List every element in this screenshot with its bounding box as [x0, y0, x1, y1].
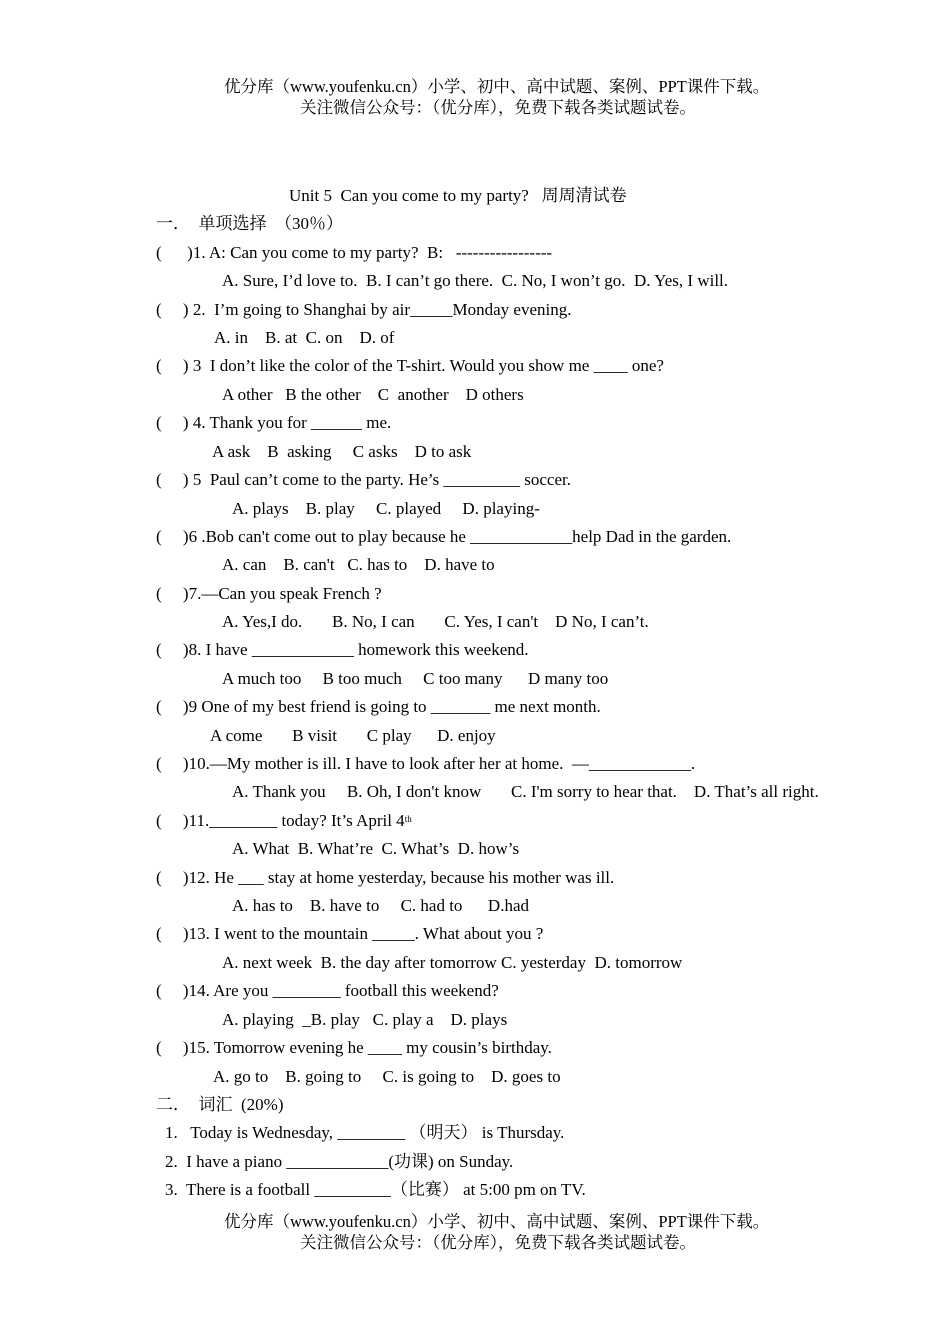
question-3-options: A other B the other C another D others [222, 385, 524, 404]
question-4-options: A ask B asking C asks D to ask [212, 442, 472, 461]
question-11-superscript: th [404, 814, 412, 824]
question-3: ( ) 3 I don’t like the color of the T-shirt. Would you show me ____ one? [156, 356, 664, 375]
question-12-options: A. has to B. have to C. had to D.had [232, 896, 529, 915]
question-11-options: A. What B. What’re C. What’s D. how’s [232, 839, 520, 858]
section-2-heading: 二． 词汇 (20%) [156, 1095, 284, 1114]
vocab-item-3: 3. There is a football _________（比赛） at 5:00 pm on TV. [165, 1180, 586, 1199]
question-14-options: A. playing _B. play C. play a D. plays [222, 1010, 508, 1029]
question-10: ( )10.—My mother is ill. I have to look after her at home. —____________. [156, 754, 696, 773]
header-line-2: 关注微信公众号：（优分库），免费下载各类试题试卷。 [300, 98, 696, 117]
question-15: ( )15. Tomorrow evening he ____ my cousin’s birthday. [156, 1038, 552, 1057]
question-6: ( )6 .Bob can't come out to play because he ____________help Dad in the garden. [156, 527, 732, 546]
question-5-options: A. plays B. play C. played D. playing- [232, 499, 540, 518]
footer-line-2: 关注微信公众号：（优分库），免费下载各类试题试卷。 [300, 1233, 696, 1252]
question-1: ( )1. A: Can you come to my party? B: ----------------- [156, 243, 553, 262]
section-1-heading: 一． 单项选择 （30％） [156, 214, 343, 233]
question-13: ( )13. I went to the mountain _____. What about you ? [156, 924, 544, 943]
question-5: ( ) 5 Paul can’t come to the party. He’s _________ soccer. [156, 470, 571, 489]
question-11 [156, 811, 412, 831]
question-7-options: A. Yes,I do. B. No, I can C. Yes, I can't D No, I can’t. [222, 612, 649, 631]
question-15-options: A. go to B. going to C. is going to D. goes to [213, 1067, 561, 1086]
question-7: ( )7.—Can you speak French ? [156, 584, 382, 603]
question-2: ( ) 2. I’m going to Shanghai by air_____Monday evening. [156, 300, 572, 319]
footer-line-1: 优分库（www.youfenku.cn）小学、初中、高中试题、案例、PPT课件下载。 [224, 1212, 770, 1231]
question-9: ( )9 One of my best friend is going to _______ me next month. [156, 697, 601, 716]
question-6-options: A. can B. can't C. has to D. have to [222, 555, 495, 574]
question-13-options: A. next week B. the day after tomorrow C. yesterday D. tomorrow [222, 953, 683, 972]
question-9-options: A come B visit C play D. enjoy [210, 726, 496, 745]
header-line-1: 优分库（www.youfenku.cn）小学、初中、高中试题、案例、PPT课件下载。 [224, 77, 770, 96]
question-4: ( ) 4. Thank you for ______ me. [156, 413, 392, 432]
question-11-text: ( )11.________ today? It’s April 4 [156, 811, 405, 830]
vocab-item-1: 1. Today is Wednesday, ________ （明天） is Thursday. [165, 1123, 565, 1142]
question-12: ( )12. He ___ stay at home yesterday, because his mother was ill. [156, 868, 615, 887]
page-title: Unit 5 Can you come to my party? 周周清试卷 [289, 186, 627, 205]
question-1-options: A. Sure, I’d love to. B. I can’t go there. C. No, I won’t go. D. Yes, I will. [222, 271, 729, 290]
question-8-options: A much too B too much C too many D many too [222, 669, 609, 688]
question-2-options: A. in B. at C. on D. of [214, 328, 395, 347]
question-10-options: A. Thank you B. Oh, I don't know C. I'm sorry to hear that. D. That’s all right. [232, 782, 819, 801]
question-14: ( )14. Are you ________ football this weekend? [156, 981, 499, 1000]
question-8: ( )8. I have ____________ homework this weekend. [156, 640, 529, 659]
vocab-item-2: 2. I have a piano ____________(功课) on Sunday. [165, 1152, 514, 1171]
